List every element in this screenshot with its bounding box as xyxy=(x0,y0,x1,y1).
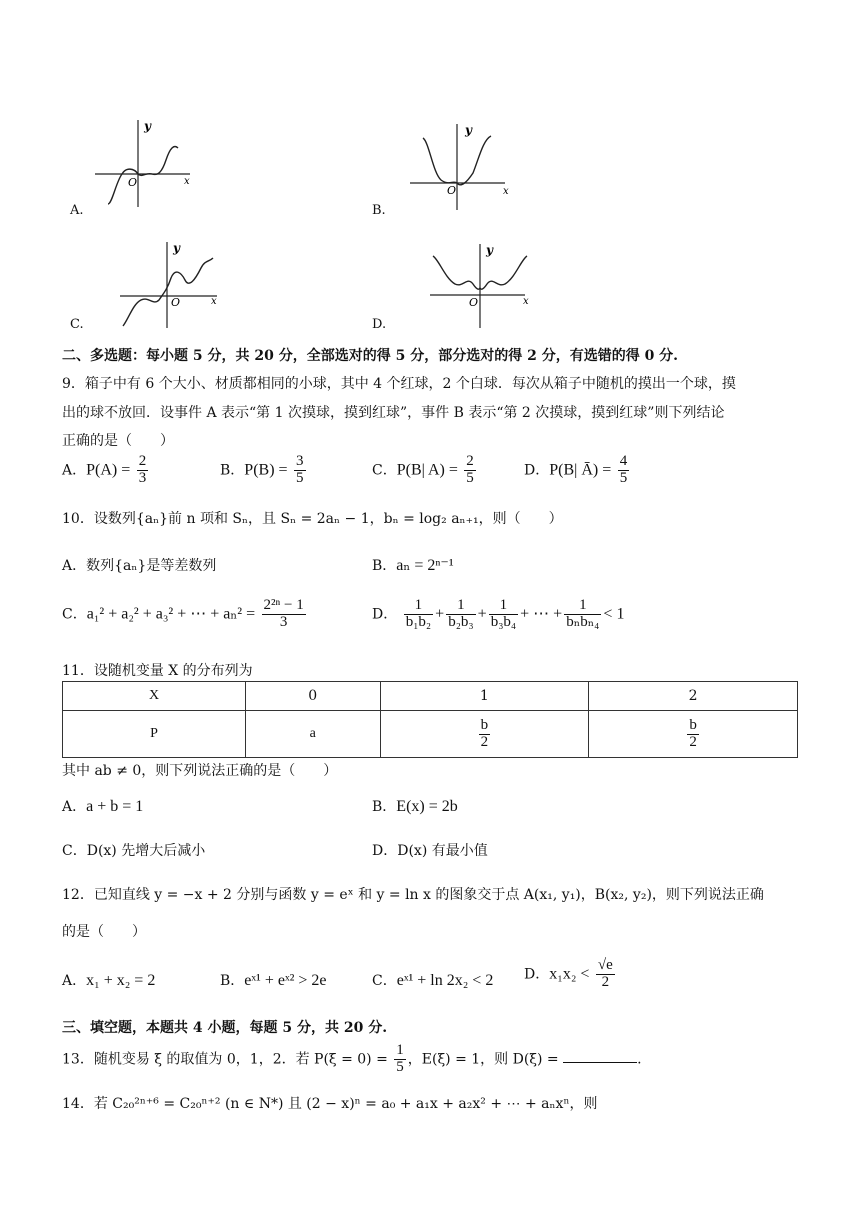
q11-option-d: D．D(x) 有最小值 xyxy=(372,843,488,859)
origin-label: O xyxy=(469,296,479,309)
x-label: x xyxy=(503,186,509,197)
q9-option-a: A．P(A) = $\frac{2}{3}$ xyxy=(62,453,147,486)
fraction: $\frac{1}{\text{b₁b₂}}$ xyxy=(405,597,432,630)
q9-option-d: D．P(B| Ā) = $\frac{4}{5}$ xyxy=(524,453,628,486)
fraction: $\frac{3}{5}$ xyxy=(296,453,304,486)
q13-line: 13．随机变易 ξ 的取值为 0，1，2．若 P(ξ = 0) = $\frac{1}{5}$ ，E(ξ) = 1，则 D(ξ) = . xyxy=(62,1042,642,1075)
table-cell: 0 xyxy=(246,682,381,711)
q11-stem: 11．设随机变量 X 的分布列为 xyxy=(62,663,253,679)
option-a-label: A. xyxy=(70,203,84,218)
table-cell: 2 xyxy=(589,682,798,711)
q12-line-1: 12．已知直线 y = −x + 2 分别与函数 y = eˣ 和 y = ln x 的图象交于点 A(x₁, y₁)，B(x₂, y₂)，则下列说法正确 xyxy=(62,887,764,903)
section-2-title: 二、多选题：每小题 5 分，共 20 分，全部选对的得 5 分，部分选对的得 2 分，有选错的得 0 分. xyxy=(62,348,679,364)
q11-condition: 其中 ab ≠ 0，则下列说法正确的是（ ） xyxy=(62,763,338,779)
table-row xyxy=(63,711,798,758)
curve xyxy=(108,147,178,205)
origin-label: O xyxy=(171,296,181,309)
table-cell: $\frac{b}{2}$ xyxy=(380,711,589,758)
q12-option-b: B．eˣ¹ + eˣ² > 2e xyxy=(220,972,327,989)
fraction: $\frac{\text{2²ⁿ − 1}}{3}$ xyxy=(263,597,304,630)
option-b-label: B. xyxy=(372,203,386,218)
y-label: y xyxy=(486,243,493,257)
fraction: $\frac{1}{\text{b₃b₄}}$ xyxy=(490,597,517,630)
q9-line-3: 正确的是（ ） xyxy=(62,433,174,449)
option-d-label: D. xyxy=(372,317,387,332)
fraction: $\frac{1}{5}$ xyxy=(396,1042,404,1075)
q10-option-b: B．aₙ = 2ⁿ⁻¹ xyxy=(372,557,454,574)
q9-option-b: B．P(B) = $\frac{3}{5}$ xyxy=(220,453,304,486)
x-label: x xyxy=(184,176,190,187)
q12-option-d: D．x₁x₂ < $\frac{√e}{2}$ xyxy=(524,957,613,990)
fraction: $\frac{2}{3}$ xyxy=(138,453,147,486)
q10-stem: 10．设数列{aₙ}前 n 项和 Sₙ，且 Sₙ = 2aₙ − 1，bₙ = log₂ aₙ₊₁，则（ ） xyxy=(62,511,563,527)
graph-c xyxy=(115,238,230,333)
section-3-title: 三、填空题，本题共 4 小题，每题 5 分，共 20 分. xyxy=(62,1020,388,1036)
q10-option-c: C．a₁² + a₂² + a₃² + ⋯ + aₙ² = $\frac{\text{2²ⁿ − 1}}{3}$ xyxy=(62,597,304,630)
q9-option-c: C．P(B| A) = $\frac{2}{5}$ xyxy=(372,453,474,486)
q11-option-c: C．D(x) 先增大后减小 xyxy=(62,843,206,859)
q10-option-d: D． $\frac{1}{\text{b₁b₂}}$ + $\frac{1}{\text{b₂b₃}}$ + $\frac{1}{\text{b₃b₄}}$ + ⋯ + $\frac{1}{\text{bₙbₙ₄}}$ < 1 xyxy=(372,597,625,630)
q12-line-2: 的是（ ） xyxy=(62,924,146,940)
q14-line: 14．若 C₂₀²ⁿ⁺⁶ = C₂₀ⁿ⁺² (n ∈ N*) 且 (2 − x)ⁿ = a₀ + a₁x + a₂x² + ⋯ + aₙxⁿ，则 xyxy=(62,1096,598,1112)
table-cell: a xyxy=(246,711,381,758)
q11-option-b: B．E(x) = 2b xyxy=(372,798,458,815)
y-label: y xyxy=(144,119,151,133)
graph-b xyxy=(405,118,520,213)
q12-option-a: A．x₁ + x₂ = 2 xyxy=(62,972,156,989)
fraction: $\frac{1}{\text{bₙbₙ₄}}$ xyxy=(566,597,600,630)
q12-option-c: C．eˣ¹ + ln 2x₂ < 2 xyxy=(372,972,494,989)
fraction: $\frac{2}{5}$ xyxy=(466,453,474,486)
origin-label: O xyxy=(447,184,457,197)
x-label: x xyxy=(523,296,529,307)
fraction: $\frac{4}{5}$ xyxy=(619,453,628,486)
q9-line-2: 出的球不放回．设事件 A 表示“第 1 次摸球，摸到红球”，事件 B 表示“第 2 次摸球，摸到红球”则下列结论 xyxy=(62,405,725,421)
table-row xyxy=(63,682,798,711)
option-c-label: C. xyxy=(70,317,84,332)
fraction: $\frac{√e}{2}$ xyxy=(597,957,613,990)
graph-a xyxy=(90,112,200,212)
x-label: x xyxy=(211,296,217,307)
origin-label: O xyxy=(128,176,138,189)
graph-d xyxy=(425,238,535,333)
q10-option-a: A．数列{aₙ}是等差数列 xyxy=(62,558,217,574)
table-cell: 1 xyxy=(380,682,589,711)
fraction: $\frac{1}{\text{b₂b₃}}$ xyxy=(448,597,474,630)
y-label: y xyxy=(173,241,180,255)
table-cell: $\frac{b}{2}$ xyxy=(589,711,798,758)
table-cell: P xyxy=(63,711,246,758)
curve xyxy=(123,258,213,326)
q11-option-a: A．a + b = 1 xyxy=(62,798,144,815)
distribution-table xyxy=(62,681,798,758)
table-cell: X xyxy=(63,682,246,711)
answer-blank[interactable] xyxy=(563,1048,637,1063)
y-label: y xyxy=(465,123,472,137)
q9-line-1: 9．箱子中有 6 个大小、材质都相同的小球，其中 4 个红球，2 个白球．每次从箱子中随机的摸出一个球，摸 xyxy=(62,376,736,392)
